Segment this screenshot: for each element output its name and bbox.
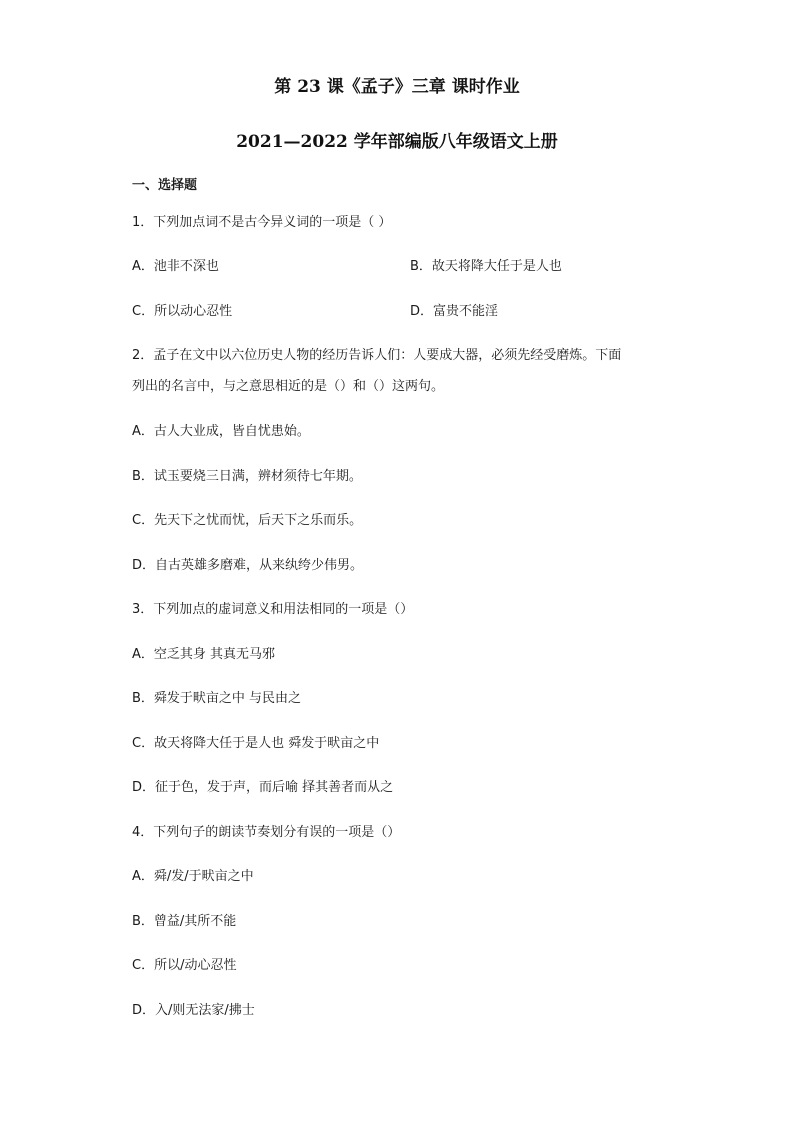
question-2-option-a: A．古人大业成，皆自忧患始。 [132, 424, 310, 439]
question-3-option-a: A．空乏其身 其真无马邪 [132, 647, 276, 662]
question-1-option-c: C．所以动心忍性 [132, 304, 233, 319]
question-4-option-c: C．所以/动心忍性 [132, 958, 237, 973]
question-2-option-d: D．自古英雄多磨难，从来纨绔少伟男。 [132, 558, 364, 573]
question-3-option-b: B．舜发于畎亩之中 与民由之 [132, 691, 302, 706]
question-3-stem: 3．下列加点的虚词意义和用法相同的一项是（） [132, 602, 414, 617]
question-2-option-b: B．试玉要烧三日满，辨材须待七年期。 [132, 469, 362, 484]
question-2-stem-line-2: 列出的名言中，与之意思相近的是（）和（）这两句。 [132, 379, 445, 394]
question-4-option-a: A．舜/发/于畎亩之中 [132, 869, 254, 884]
question-2-option-c: C．先天下之忧而忧，后天下之乐而乐。 [132, 513, 363, 528]
question-1-stem: 1．下列加点词不是古今异义词的一项是（ ） [132, 215, 392, 230]
document-title: 第 23 课《孟子》三章 课时作业 [274, 77, 520, 97]
question-3-option-d: D．征于色，发于声，而后喻 择其善者而从之 [132, 780, 394, 795]
question-1-option-d: D．富贵不能淫 [410, 304, 499, 319]
question-2-stem-line-1: 2．孟子在文中以六位历史人物的经历告诉人们：人要成大器，必须先经受磨炼。下面 [132, 348, 622, 363]
section-heading: 一、选择题 [132, 178, 198, 193]
question-3-option-c: C．故天将降大任于是人也 舜发于畎亩之中 [132, 736, 380, 751]
question-1-option-a: A．池非不深也 [132, 259, 219, 274]
question-4-stem: 4．下列句子的朗读节奏划分有误的一项是（） [132, 825, 401, 840]
question-4-option-b: B．曾益/其所不能 [132, 914, 237, 929]
question-4-option-d: D．入/则无法家/拂士 [132, 1003, 255, 1018]
document-subtitle: 2021—2022 学年部编版八年级语文上册 [236, 132, 558, 152]
question-1-option-b: B．故天将降大任于是人也 [410, 259, 562, 274]
